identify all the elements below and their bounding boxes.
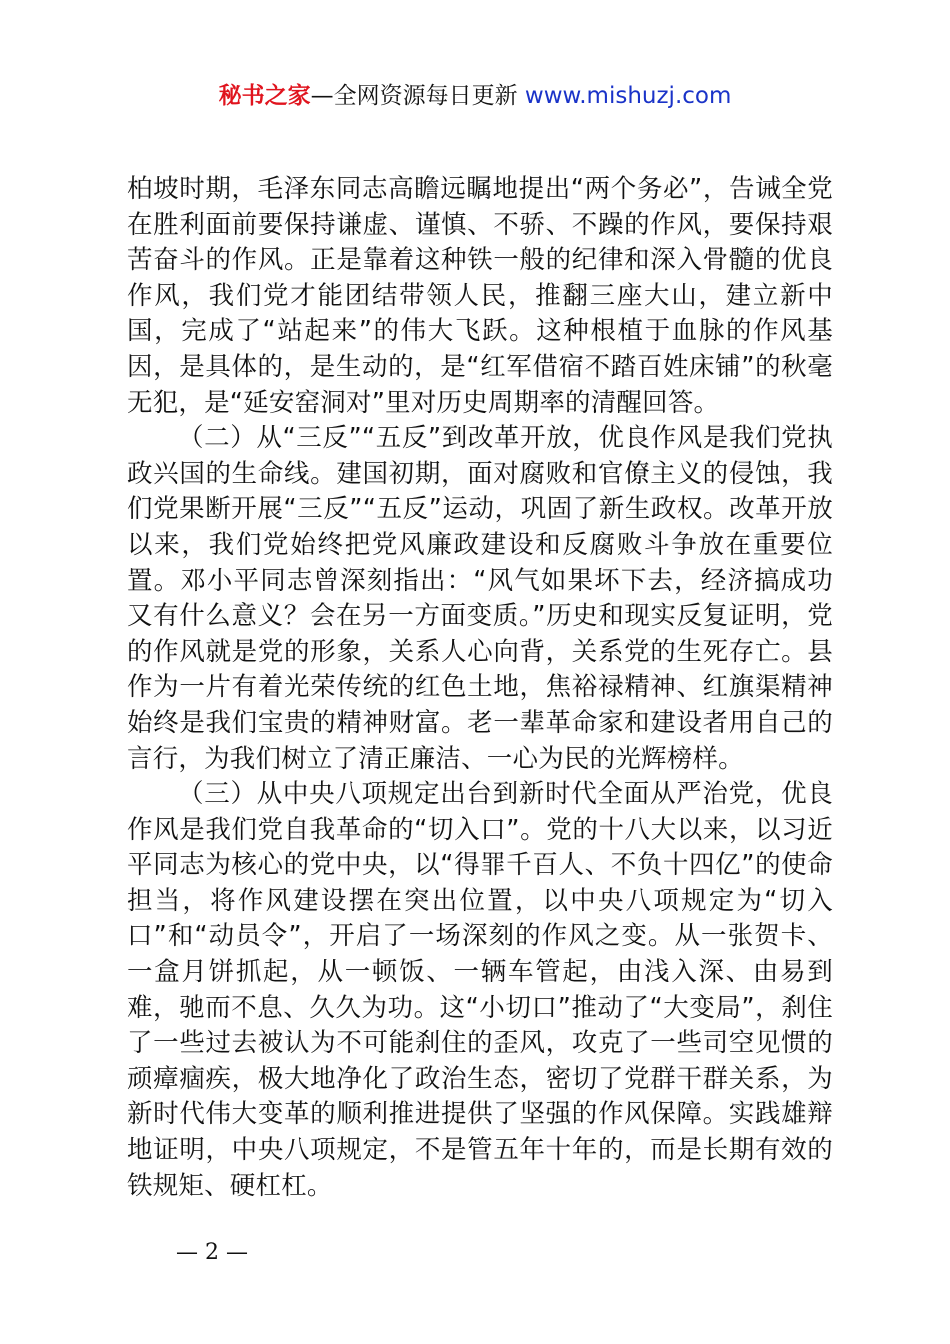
document-body xyxy=(127,172,833,1204)
page-number: — 2 — xyxy=(176,1240,248,1265)
site-brand: 秘书之家 xyxy=(218,83,311,109)
site-tagline: —全网资源每日更新 xyxy=(310,83,525,109)
paragraph-2: （二）从“三反”“五反”到改革开放，优良作风是我们党执政兴国的生命线。建国初期，面对腐败和官僚主义的侵蚀，我们党果断开展“三反”“五反”运动，巩固了新生政权。改革开放以来，我们党始终把党风廉政建设和反腐败斗争放在重要位置。邓小平同志曾深刻指出：“风气如果坏下去，经济搞成功又有什么意义？会在另一方面变质。”历史和现实反复证明，党的作风就是党的形象，关系人心向背，关系党的生死存亡。县作为一片有着光荣传统的红色土地，焦裕禄精神、红旗渠精神始终是我们宝贵的精神财富。老一辈革命家和建设者用自己的言行，为我们树立了清正廉洁、一心为民的光辉榜样。 xyxy=(127,423,833,774)
site-url[interactable]: www.mishuzj.com xyxy=(524,83,732,109)
page-header xyxy=(0,80,950,112)
paragraph-3: （三）从中央八项规定出台到新时代全面从严治党，优良作风是我们党自我革命的“切入口”。党的十八大以来，以习近平同志为核心的党中央，以“得罪千百人、不负十四亿”的使命担当，将作风建设摆在突出位置，以中央八项规定为“切入口”和“动员令”，开启了一场深刻的作风之变。从一张贺卡、一盒月饼抓起，从一顿饭、一辆车管起，由浅入深、由易到难，驰而不息、久久为功。这“小切口”推动了“大变局”，刹住了一些过去被认为不可能刹住的歪风，攻克了一些司空见惯的顽瘴痼疾，极大地净化了政治生态，密切了党群干群关系，为新时代伟大变革的顺利推进提供了坚强的作风保障。实践雄辩地证明，中央八项规定，不是管五年十年的，而是长期有效的铁规矩、硬杠杠。 xyxy=(127,779,833,1201)
paragraph-1: 柏坡时期，毛泽东同志高瞻远瞩地提出“两个务必”，告诫全党在胜利面前要保持谦虚、谨慎、不骄、不躁的作风，要保持艰苦奋斗的作风。正是靠着这种铁一般的纪律和深入骨髓的优良作风，我们党才能团结带领人民，推翻三座大山，建立新中国，完成了“站起来”的伟大飞跃。这种根植于血脉的作风基因，是具体的，是生动的，是“红军借宿不踏百姓床铺”的秋毫无犯，是“延安窑洞对”里对历史周期率的清醒回答。 xyxy=(127,174,833,418)
